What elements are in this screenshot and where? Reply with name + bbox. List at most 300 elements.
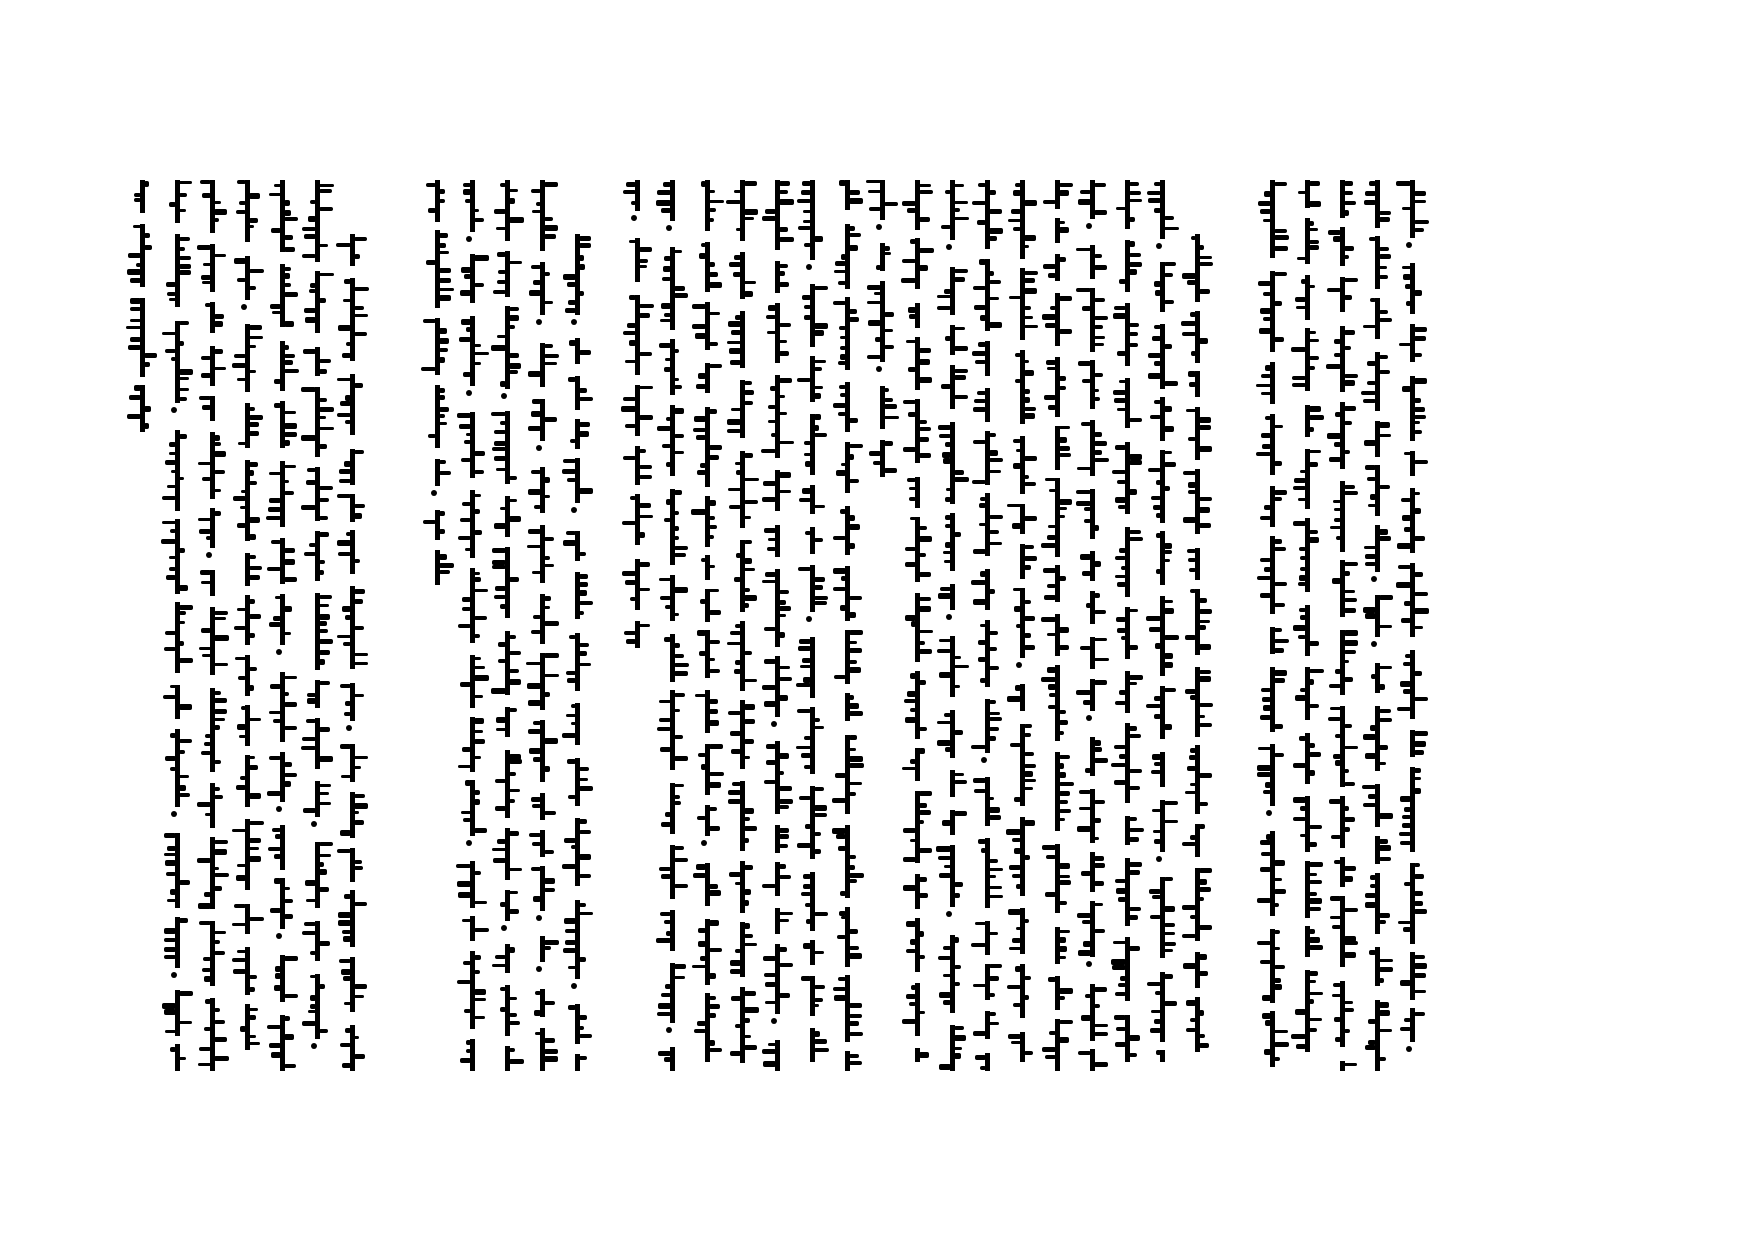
letter-tooth	[579, 255, 584, 261]
letter-tooth	[354, 332, 367, 336]
letter-tooth	[495, 586, 506, 591]
letter-tooth	[664, 313, 671, 317]
letter-tooth	[869, 451, 881, 456]
letter-tooth	[989, 530, 999, 534]
letter-tooth	[1335, 760, 1341, 766]
letter-tooth	[639, 313, 650, 318]
letter-tooth	[866, 180, 881, 183]
letter-tooth	[1344, 255, 1349, 259]
letter-tooth	[768, 305, 776, 311]
letter-tooth	[214, 698, 227, 703]
letter-tooth	[1344, 817, 1355, 823]
letter-tooth	[1164, 906, 1175, 911]
letter-tooth	[1274, 497, 1282, 501]
letter-tooth	[535, 991, 541, 995]
punctuation-mark	[771, 1018, 777, 1024]
letter-tooth	[849, 317, 859, 322]
letter-tooth	[165, 860, 176, 865]
letter-tooth	[284, 559, 295, 565]
letter-tooth	[1264, 567, 1271, 572]
letter-tooth	[1129, 862, 1142, 867]
letter-tooth	[1344, 380, 1355, 386]
letter-tooth	[1260, 867, 1271, 872]
letter-tooth	[544, 1038, 555, 1042]
letter-tooth	[1120, 976, 1126, 982]
letter-tooth	[1274, 724, 1283, 729]
letter-tooth	[1164, 600, 1173, 603]
letter-tooth	[579, 1056, 587, 1060]
letter-tooth	[1190, 835, 1196, 840]
letter-tooth	[565, 308, 576, 312]
letter-tooth	[954, 982, 960, 985]
letter-tooth	[567, 759, 576, 764]
letter-tooth	[869, 207, 881, 211]
letter-tooth	[354, 589, 365, 594]
letter-tooth	[1365, 893, 1376, 898]
letter-tooth	[337, 413, 351, 418]
letter-tooth	[693, 873, 706, 877]
letter-tooth	[1094, 458, 1109, 462]
letter-tooth	[919, 1011, 925, 1014]
letter-tooth	[214, 940, 220, 944]
letter-tooth	[1024, 397, 1030, 403]
letter-tooth	[319, 650, 330, 655]
letter-tooth	[954, 277, 965, 282]
letter-tooth	[563, 540, 576, 546]
letter-tooth	[905, 547, 916, 550]
letter-tooth	[1344, 952, 1356, 958]
letter-tooth	[1199, 802, 1208, 806]
letter-tooth	[439, 407, 449, 412]
letter-tooth	[1009, 865, 1021, 870]
letter-tooth	[709, 920, 719, 926]
letter-tooth	[509, 363, 521, 369]
letter-tooth	[989, 433, 996, 437]
letter-tooth	[491, 345, 506, 351]
letter-tooth	[954, 201, 968, 204]
letter-tooth	[1151, 496, 1161, 499]
letter-tooth	[1379, 266, 1387, 269]
text-column	[1075, 180, 1109, 1071]
letter-tooth	[1129, 1035, 1140, 1041]
letter-tooth	[179, 321, 189, 325]
letter-tooth	[744, 568, 755, 571]
letter-tooth	[1309, 201, 1321, 207]
letter-tooth	[763, 956, 776, 961]
letter-tooth	[342, 606, 351, 612]
letter-tooth	[565, 929, 576, 933]
letter-tooth	[1012, 523, 1021, 529]
letter-tooth	[1059, 627, 1069, 633]
letter-tooth	[305, 880, 316, 886]
letter-tooth	[1189, 755, 1196, 760]
letter-tooth	[1129, 537, 1143, 541]
letter-tooth	[509, 651, 521, 655]
letter-tooth	[1148, 353, 1161, 357]
letter-tooth	[236, 875, 246, 881]
letter-tooth	[989, 666, 999, 670]
word-stem	[540, 525, 545, 583]
letter-tooth	[214, 611, 228, 615]
letter-tooth	[1048, 705, 1056, 709]
letter-tooth	[989, 209, 1002, 215]
letter-tooth	[1094, 987, 1107, 991]
letter-tooth	[274, 403, 281, 408]
letter-tooth	[533, 721, 541, 725]
word-stem	[575, 376, 580, 410]
letter-tooth	[339, 959, 351, 962]
letter-tooth	[1083, 941, 1091, 947]
letter-tooth	[625, 424, 636, 428]
letter-tooth	[528, 426, 541, 431]
letter-tooth	[919, 680, 926, 685]
letter-tooth	[346, 532, 351, 536]
letter-tooth	[1164, 662, 1173, 668]
letter-tooth	[1261, 433, 1271, 439]
letter-tooth	[919, 931, 924, 936]
letter-tooth	[1344, 491, 1358, 494]
letter-tooth	[1334, 442, 1341, 447]
letter-tooth	[1363, 734, 1376, 740]
letter-tooth	[1094, 903, 1103, 907]
letter-tooth	[849, 612, 856, 617]
letter-tooth	[1344, 191, 1353, 195]
letter-tooth	[1414, 626, 1423, 629]
letter-tooth	[849, 763, 864, 769]
letter-tooth	[691, 509, 706, 515]
word-stem	[280, 878, 285, 929]
letter-tooth	[674, 408, 684, 414]
letter-tooth	[1414, 671, 1422, 675]
letter-tooth	[474, 871, 481, 875]
letter-tooth	[1344, 562, 1358, 566]
letter-tooth	[1257, 941, 1271, 945]
letter-tooth	[919, 437, 929, 442]
letter-tooth	[1164, 486, 1170, 490]
letter-tooth	[579, 236, 591, 241]
letter-tooth	[796, 683, 811, 687]
letter-tooth	[1121, 566, 1126, 570]
letter-tooth	[544, 495, 550, 498]
letter-tooth	[1344, 1029, 1350, 1033]
letter-tooth	[171, 470, 176, 474]
letter-tooth	[779, 441, 794, 444]
punctuation-mark	[466, 236, 472, 242]
letter-tooth	[814, 787, 824, 791]
letter-tooth	[1129, 769, 1142, 774]
letter-tooth	[1094, 432, 1102, 437]
letter-tooth	[661, 208, 671, 214]
letter-tooth	[302, 254, 316, 258]
letter-tooth	[709, 218, 714, 222]
letter-tooth	[709, 500, 716, 506]
letter-tooth	[768, 1043, 776, 1046]
letter-tooth	[1112, 965, 1126, 970]
letter-tooth	[457, 413, 471, 419]
letter-tooth	[340, 684, 351, 688]
letter-tooth	[973, 1031, 986, 1036]
letter-tooth	[623, 190, 636, 195]
letter-tooth	[1059, 782, 1074, 786]
letter-tooth	[1148, 198, 1161, 203]
letter-tooth	[319, 407, 334, 412]
letter-tooth	[579, 601, 593, 604]
letter-tooth	[1344, 278, 1358, 283]
letter-tooth	[310, 995, 316, 1001]
letter-tooth	[661, 874, 671, 880]
letter-tooth	[1059, 863, 1070, 869]
letter-tooth	[249, 415, 263, 420]
letter-tooth	[1094, 325, 1103, 329]
letter-tooth	[836, 470, 846, 476]
letter-tooth	[1059, 329, 1072, 334]
letter-tooth	[439, 328, 447, 334]
letter-tooth	[1414, 572, 1423, 576]
letter-tooth	[1164, 462, 1176, 467]
letter-tooth	[779, 799, 793, 804]
letter-tooth	[989, 797, 994, 800]
letter-tooth	[162, 496, 176, 500]
letter-tooth	[1094, 316, 1108, 320]
letter-tooth	[1164, 273, 1173, 277]
letter-tooth	[1379, 275, 1388, 279]
letter-tooth	[1146, 616, 1161, 622]
letter-tooth	[1334, 353, 1341, 357]
letter-tooth	[579, 431, 589, 437]
letter-tooth	[674, 536, 679, 541]
letter-tooth	[919, 359, 930, 364]
letter-tooth	[197, 245, 211, 250]
letter-tooth	[1187, 280, 1196, 285]
letter-tooth	[797, 843, 811, 848]
letter-tooth	[908, 367, 916, 371]
letter-tooth	[509, 772, 516, 776]
letter-tooth	[1414, 1012, 1425, 1016]
letter-tooth	[509, 198, 515, 204]
punctuation-mark	[946, 614, 952, 620]
letter-tooth	[884, 202, 898, 206]
letter-tooth	[1368, 504, 1376, 507]
letter-tooth	[319, 427, 334, 430]
letter-tooth	[1274, 272, 1287, 276]
letter-tooth	[1260, 715, 1271, 719]
letter-tooth	[309, 289, 316, 294]
word-stem	[1410, 488, 1415, 552]
letter-tooth	[1185, 635, 1196, 640]
word-stem	[985, 699, 990, 753]
letter-tooth	[500, 507, 506, 510]
letter-tooth	[903, 828, 916, 833]
letter-tooth	[814, 601, 827, 605]
letter-tooth	[509, 516, 521, 522]
letter-tooth	[938, 856, 951, 859]
letter-tooth	[1059, 221, 1065, 225]
letter-tooth	[1129, 726, 1137, 730]
letter-tooth	[838, 281, 846, 284]
letter-tooth	[873, 461, 881, 466]
letter-tooth	[1344, 650, 1356, 654]
letter-tooth	[1309, 245, 1319, 250]
letter-tooth	[779, 828, 789, 833]
letter-tooth	[1399, 832, 1411, 836]
letter-tooth	[214, 218, 219, 222]
letter-tooth	[911, 985, 916, 990]
letter-tooth	[1188, 371, 1196, 377]
letter-tooth	[1041, 543, 1056, 548]
punctuation-mark	[981, 757, 987, 763]
letter-tooth	[801, 892, 811, 897]
punctuation-mark	[1086, 223, 1092, 229]
letter-tooth	[1059, 227, 1069, 232]
letter-tooth	[474, 470, 484, 475]
letter-tooth	[849, 782, 862, 785]
letter-tooth	[237, 724, 246, 730]
letter-tooth	[214, 314, 224, 319]
letter-tooth	[1402, 815, 1411, 819]
letter-tooth	[1024, 288, 1037, 293]
letter-tooth	[734, 190, 741, 194]
letter-tooth	[474, 828, 487, 833]
letter-tooth	[249, 286, 256, 290]
letter-tooth	[269, 498, 281, 503]
letter-tooth	[910, 939, 916, 945]
letter-tooth	[319, 842, 333, 846]
letter-tooth	[735, 462, 741, 466]
letter-tooth	[1344, 450, 1350, 454]
letter-tooth	[1199, 598, 1207, 603]
letter-tooth	[1414, 777, 1421, 781]
letter-tooth	[307, 693, 316, 697]
letter-tooth	[1076, 690, 1091, 695]
letter-tooth	[1309, 842, 1317, 848]
letter-tooth	[319, 498, 329, 503]
letter-tooth	[474, 283, 484, 288]
letter-tooth	[1094, 441, 1107, 446]
letter-tooth	[494, 209, 506, 214]
letter-tooth	[659, 578, 671, 581]
letter-tooth	[801, 753, 811, 759]
letter-tooth	[179, 181, 192, 184]
letter-tooth	[814, 425, 819, 431]
letter-tooth	[1164, 949, 1173, 952]
letter-tooth	[1153, 830, 1161, 834]
letter-tooth	[630, 597, 636, 601]
letter-tooth	[945, 336, 951, 341]
letter-tooth	[1114, 306, 1126, 311]
letter-tooth	[709, 709, 718, 714]
letter-tooth	[144, 233, 150, 238]
word-stem	[810, 414, 815, 476]
letter-tooth	[1164, 381, 1178, 386]
letter-tooth	[1154, 281, 1161, 286]
letter-tooth	[697, 630, 706, 635]
letter-tooth	[762, 216, 776, 221]
letter-tooth	[500, 987, 506, 991]
letter-tooth	[1265, 782, 1271, 788]
letter-tooth	[674, 884, 688, 888]
letter-tooth	[779, 181, 790, 187]
letter-tooth	[1013, 227, 1021, 231]
word-stem	[175, 833, 180, 908]
letter-tooth	[1078, 1051, 1091, 1056]
letter-tooth	[989, 886, 1002, 889]
text-column	[760, 180, 794, 1071]
letter-tooth	[731, 749, 741, 754]
letter-tooth	[1397, 543, 1411, 548]
letter-tooth	[249, 685, 254, 691]
letter-tooth	[214, 254, 226, 257]
letter-tooth	[1156, 513, 1161, 518]
letter-tooth	[814, 330, 824, 336]
letter-tooth	[744, 558, 752, 564]
letter-tooth	[954, 470, 964, 475]
letter-tooth	[237, 523, 246, 529]
letter-tooth	[133, 225, 141, 229]
letter-tooth	[1013, 439, 1021, 443]
letter-tooth	[1024, 820, 1035, 826]
letter-tooth	[989, 895, 1003, 898]
word-stem	[1090, 637, 1095, 668]
letter-tooth	[129, 395, 141, 400]
letter-tooth	[730, 960, 741, 966]
letter-tooth	[509, 947, 515, 952]
letter-tooth	[779, 323, 791, 327]
letter-tooth	[1292, 376, 1306, 380]
letter-tooth	[1300, 806, 1306, 811]
letter-tooth	[579, 643, 589, 647]
letter-tooth	[662, 277, 671, 281]
word-stem	[670, 910, 675, 952]
letter-tooth	[1012, 874, 1021, 878]
letter-tooth	[337, 494, 351, 497]
letter-tooth	[544, 946, 551, 950]
word-stem	[1125, 442, 1130, 515]
letter-tooth	[571, 704, 576, 708]
letter-tooth	[1309, 427, 1314, 432]
letter-tooth	[1414, 460, 1428, 465]
letter-tooth	[354, 820, 364, 825]
letter-tooth	[1115, 701, 1126, 705]
letter-tooth	[1059, 257, 1066, 262]
letter-tooth	[989, 470, 1001, 474]
letter-tooth	[905, 615, 916, 621]
letter-tooth	[1129, 418, 1142, 422]
letter-tooth	[1113, 941, 1126, 944]
letter-tooth	[1164, 724, 1172, 730]
letter-tooth	[1059, 426, 1070, 429]
letter-tooth	[835, 261, 846, 266]
letter-tooth	[937, 306, 951, 311]
letter-tooth	[1094, 1062, 1108, 1068]
letter-tooth	[884, 388, 889, 391]
letter-tooth	[1199, 289, 1210, 294]
letter-tooth	[639, 386, 653, 389]
letter-tooth	[1199, 609, 1212, 615]
letter-tooth	[202, 193, 211, 198]
letter-tooth	[1402, 823, 1411, 828]
letter-tooth	[532, 571, 541, 574]
letter-tooth	[1199, 723, 1212, 727]
letter-tooth	[1059, 190, 1069, 196]
letter-tooth	[534, 1010, 541, 1016]
letter-tooth	[579, 582, 588, 587]
letter-tooth	[130, 307, 141, 311]
letter-tooth	[1330, 526, 1341, 529]
letter-tooth	[1129, 217, 1135, 222]
letter-tooth	[579, 778, 588, 781]
letter-tooth	[919, 265, 928, 270]
letter-tooth	[657, 190, 671, 196]
